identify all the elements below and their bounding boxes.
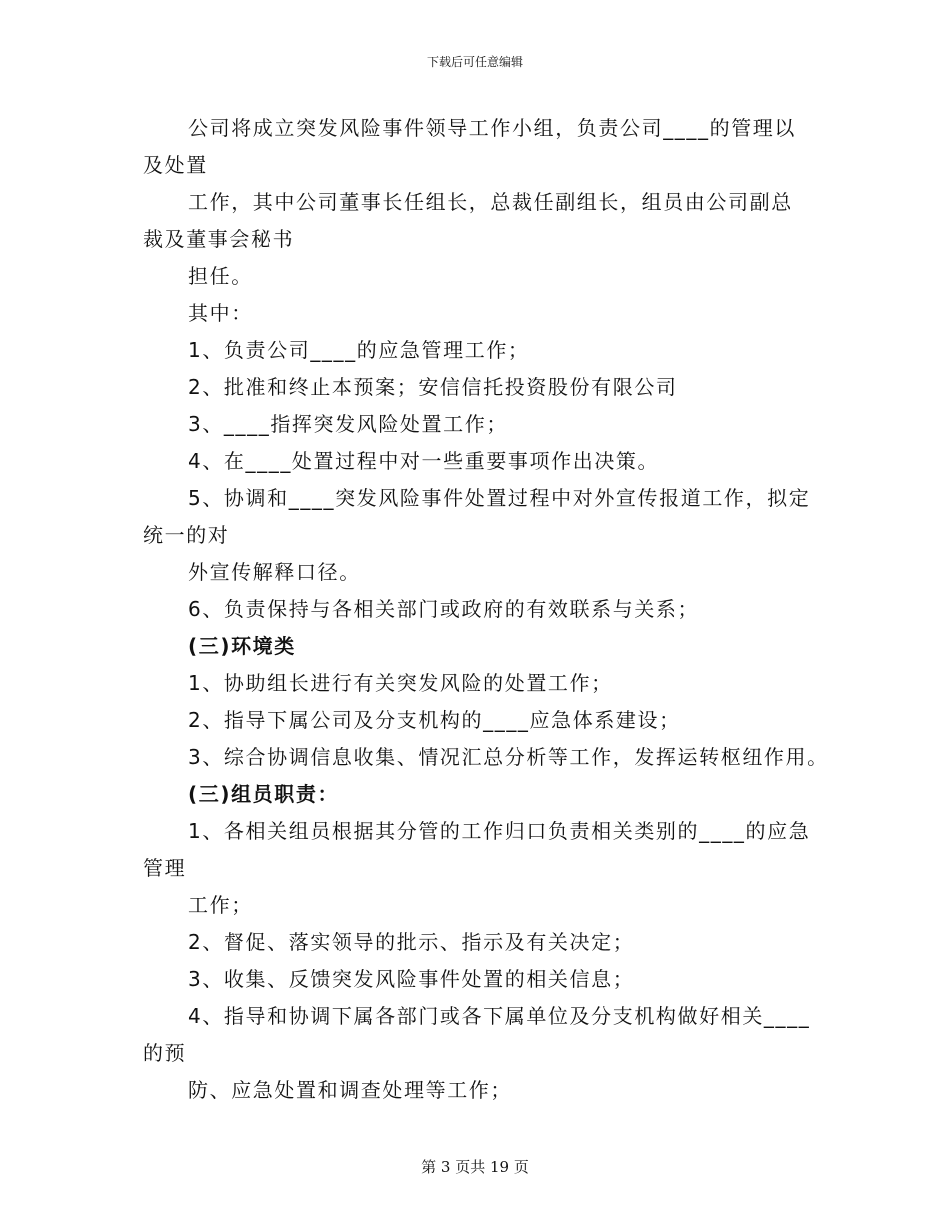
paragraph-line: 的预 (143, 1041, 187, 1065)
paragraph-line: 2、批准和终止本预案；安信信托投资股份有限公司 (188, 375, 678, 399)
paragraph-line: 裁及董事会秘书 (143, 227, 295, 251)
paragraph-line: 3、____指挥突发风险处置工作； (188, 412, 508, 436)
paragraph-line: 3、收集、反馈突发风险事件处置的相关信息； (188, 967, 635, 991)
paragraph-line: 及处置 (143, 153, 208, 177)
paragraph-line: 统一的对 (143, 523, 230, 547)
paragraph-line: 工作； (188, 893, 253, 917)
paragraph-line: 2、督促、落实领导的批示、指示及有关决定； (188, 930, 635, 954)
section-heading: (三)环境类 (188, 634, 296, 658)
paragraph-line: 防、应急处置和调查处理等工作； (188, 1078, 512, 1102)
paragraph-line: 1、各相关组员根据其分管的工作归口负责相关类别的____的应急 (188, 819, 811, 843)
paragraph-line: 5、协调和____突发风险事件处置过程中对外宣传报道工作，拟定 (188, 486, 811, 510)
section-heading: (三)组员职责： (188, 782, 340, 806)
page-header: 下载后可任意编辑 (426, 55, 523, 69)
paragraph-line: 4、指导和协调下属各部门或各下属单位及分支机构做好相关____ (188, 1004, 811, 1028)
paragraph-line: 工作，其中公司董事长任组长，总裁任副组长，组员由公司副总 (188, 190, 793, 214)
paragraph-line: 担任。 (188, 264, 253, 288)
paragraph-line: 1、负责公司____的应急管理工作； (188, 338, 530, 362)
paragraph-line: 管理 (143, 856, 187, 880)
document-body (143, 110, 829, 1109)
paragraph-line: 1、协助组长进行有关突发风险的处置工作； (188, 671, 613, 695)
paragraph-line: 3、综合协调信息收集、情况汇总分析等工作，发挥运转枢纽作用。 (188, 745, 829, 769)
paragraph-line: 其中： (188, 301, 253, 325)
paragraph-line: 6、负责保持与各相关部门或政府的有效联系与关系； (188, 597, 700, 621)
page-footer: 第 3 页共 19 页 (421, 1158, 529, 1176)
paragraph-line: 2、指导下属公司及分支机构的____应急体系建设； (188, 708, 681, 732)
paragraph-line: 4、在____处置过程中对一些重要事项作出决策。 (188, 449, 660, 473)
paragraph-line: 外宣传解释口径。 (188, 560, 361, 584)
paragraph-line: 公司将成立突发风险事件领导工作小组，负责公司____的管理以 (188, 116, 796, 140)
